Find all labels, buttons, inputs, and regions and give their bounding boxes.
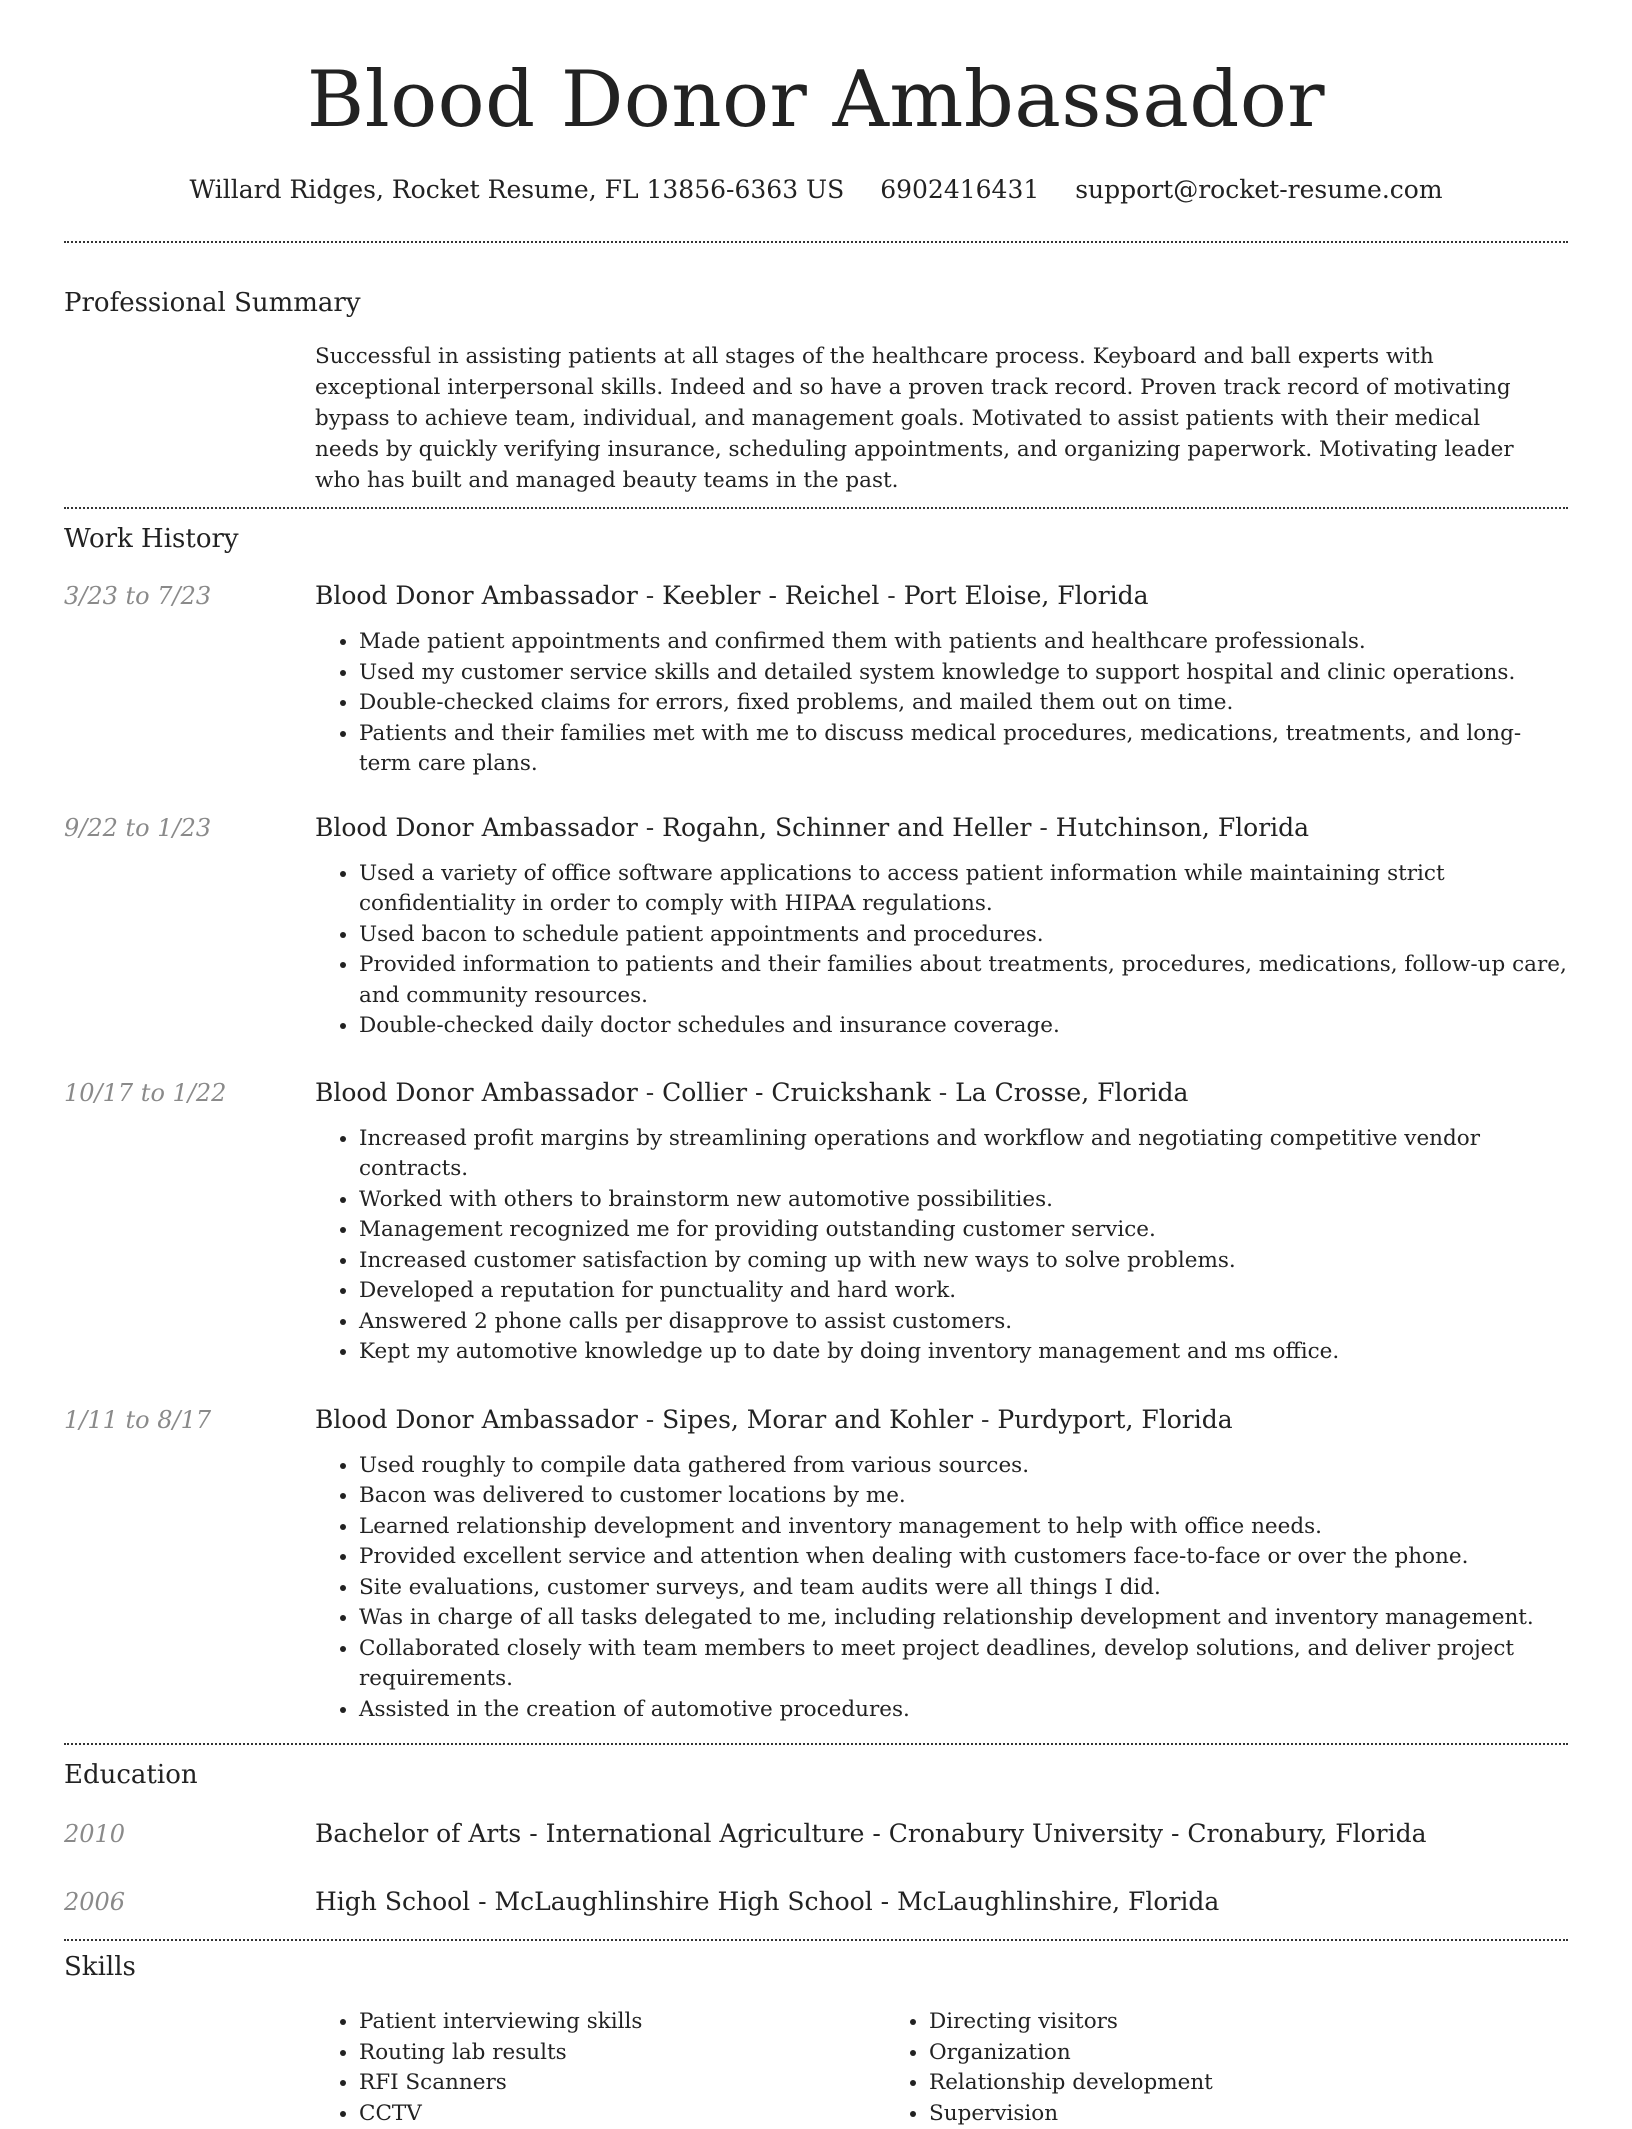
skill-item: • Directing visitors <box>929 2007 1213 2038</box>
contact-address: Willard Ridges, Rocket Resume, FL 13856-6363 US <box>189 175 844 204</box>
job-bullet: • Patients and their families met with me to discuss medical procedures, medications, treatments, and long-term care plans. <box>359 719 1568 780</box>
heading-separator: - <box>638 1405 662 1434</box>
job-bullet: • Used my customer service skills and detailed system knowledge to support hospital and clinic operations. <box>359 658 1568 689</box>
job-body <box>315 811 1568 1042</box>
contact-line <box>64 172 1568 208</box>
job-dates: 10/17 to 1/22 <box>64 1076 315 1368</box>
skill-item: • Supervision <box>929 2099 1213 2129</box>
job-location: La Crosse, Florida <box>955 1078 1188 1107</box>
job-bullets <box>315 859 1568 1042</box>
job-entry <box>64 811 1568 1042</box>
job-bullet: • Answered 2 phone calls per disapprove to assist customers. <box>359 1307 1568 1338</box>
contact-email: support@rocket-resume.com <box>1075 175 1442 204</box>
education-degree: High School <box>315 1887 470 1916</box>
heading-separator: - <box>1031 813 1055 842</box>
education-location: McLaughlinshire, Florida <box>897 1887 1219 1916</box>
job-bullet: • Worked with others to brainstorm new automotive possibilities. <box>359 1185 1568 1216</box>
job-company: Collier - Cruickshank <box>662 1078 931 1107</box>
job-location: Port Eloise, Florida <box>904 581 1149 610</box>
job-bullet: • Double-checked claims for errors, fixed problems, and mailed them out on time. <box>359 688 1568 719</box>
job-body <box>315 1076 1568 1368</box>
contact-phone: 6902416431 <box>880 175 1039 204</box>
job-bullet: • Made patient appointments and confirmed them with patients and healthcare professionals. <box>359 627 1568 658</box>
job-bullet: • Used bacon to schedule patient appointments and procedures. <box>359 920 1568 951</box>
skills-column-right <box>885 2007 1213 2129</box>
job-role: Blood Donor Ambassador <box>315 1078 638 1107</box>
education-degree: Bachelor of Arts - International Agriculture <box>315 1819 864 1848</box>
skill-item: • Patient interviewing skills <box>359 2007 885 2038</box>
job-body <box>315 579 1568 780</box>
job-dates: 1/11 to 8/17 <box>64 1403 315 1726</box>
heading-separator: - <box>864 1819 888 1848</box>
divider <box>64 1939 1568 1941</box>
heading-separator: - <box>879 581 903 610</box>
job-dates: 9/22 to 1/23 <box>64 811 315 1042</box>
job-bullet: • Used roughly to compile data gathered from various sources. <box>359 1451 1568 1482</box>
summary-text: Successful in assisting patients at all stages of the healthcare process. Keyboard and ball experts with exceptional interpersonal skills. Indeed and so have a proven track record. Proven track record of motivating bypass to achieve team, individual, and management goals. Motivated to assist patients with their medical needs by quickly verifying insurance, scheduling appointments, and organizing paperwork. Motivating leader who has built and managed beauty teams in the past. <box>315 341 1568 496</box>
education-school: McLaughlinshire High School <box>495 1887 873 1916</box>
job-dates: 3/23 to 7/23 <box>64 579 315 780</box>
divider <box>64 241 1568 243</box>
job-body <box>315 1403 1568 1726</box>
heading-separator: - <box>873 1887 897 1916</box>
job-role: Blood Donor Ambassador <box>315 1405 638 1434</box>
heading-separator: - <box>973 1405 997 1434</box>
resume-name: Blood Donor Ambassador <box>64 0 1568 150</box>
education-year: 2010 <box>64 1817 315 1851</box>
education-entry <box>64 1885 1568 1919</box>
heading-separator: - <box>1163 1819 1187 1848</box>
job-bullets <box>315 1451 1568 1726</box>
skills-column-left <box>315 2007 885 2129</box>
education-year: 2006 <box>64 1885 315 1919</box>
job-bullets <box>315 1124 1568 1368</box>
job-location: Hutchinson, Florida <box>1056 813 1309 842</box>
section-title-work-history: Work History <box>64 521 1568 557</box>
skill-item: • Organization <box>929 2038 1213 2069</box>
heading-separator: - <box>638 1078 662 1107</box>
job-heading <box>315 1076 1568 1110</box>
job-heading <box>315 1403 1568 1437</box>
job-bullet: • Developed a reputation for punctuality and hard work. <box>359 1276 1568 1307</box>
skills-list <box>315 2007 1568 2129</box>
section-title-skills: Skills <box>64 1949 1568 1985</box>
heading-separator: - <box>931 1078 955 1107</box>
divider <box>64 1743 1568 1745</box>
education-location: Cronabury, Florida <box>1187 1819 1426 1848</box>
education-entry <box>64 1817 1568 1851</box>
job-bullet: • Increased profit margins by streamlining operations and workflow and negotiating competitive vendor contracts. <box>359 1124 1568 1185</box>
job-bullet: • Was in charge of all tasks delegated to me, including relationship development and inventory management. <box>359 1603 1568 1634</box>
job-bullet: • Management recognized me for providing outstanding customer service. <box>359 1215 1568 1246</box>
job-role: Blood Donor Ambassador <box>315 813 638 842</box>
job-entry <box>64 1076 1568 1368</box>
job-bullets <box>315 627 1568 780</box>
job-bullet: • Bacon was delivered to customer locations by me. <box>359 1481 1568 1512</box>
job-bullet: • Provided information to patients and their families about treatments, procedures, medications, follow-up care, and community resources. <box>359 950 1568 1011</box>
job-role: Blood Donor Ambassador <box>315 581 638 610</box>
skill-item: • Relationship development <box>929 2068 1213 2099</box>
job-company: Keebler - Reichel <box>662 581 879 610</box>
job-entry <box>64 579 1568 780</box>
education-heading <box>315 1817 1427 1851</box>
job-entry <box>64 1403 1568 1726</box>
section-title-education: Education <box>64 1757 1568 1793</box>
skill-item: • RFI Scanners <box>359 2068 885 2099</box>
job-bullet: • Collaborated closely with team members to meet project deadlines, develop solutions, and deliver project requirements. <box>359 1634 1568 1695</box>
job-heading <box>315 579 1568 613</box>
job-company: Sipes, Morar and Kohler <box>662 1405 973 1434</box>
divider <box>64 507 1568 509</box>
job-company: Rogahn, Schinner and Heller <box>662 813 1031 842</box>
job-bullet: • Double-checked daily doctor schedules and insurance coverage. <box>359 1011 1568 1042</box>
job-location: Purdyport, Florida <box>997 1405 1232 1434</box>
job-bullet: • Assisted in the creation of automotive procedures. <box>359 1695 1568 1726</box>
heading-separator: - <box>638 581 662 610</box>
job-bullet: • Kept my automotive knowledge up to date by doing inventory management and ms office. <box>359 1337 1568 1368</box>
job-bullet: • Provided excellent service and attention when dealing with customers face-to-face or over the phone. <box>359 1542 1568 1573</box>
heading-separator: - <box>470 1887 494 1916</box>
job-bullet: • Learned relationship development and inventory management to help with office needs. <box>359 1512 1568 1543</box>
job-bullet: • Site evaluations, customer surveys, and team audits were all things I did. <box>359 1573 1568 1604</box>
skill-item: • Routing lab results <box>359 2038 885 2069</box>
skill-item: • CCTV <box>359 2099 885 2129</box>
job-bullet: • Increased customer satisfaction by coming up with new ways to solve problems. <box>359 1246 1568 1277</box>
section-title-summary: Professional Summary <box>64 285 1568 321</box>
job-heading <box>315 811 1568 845</box>
education-school: Cronabury University <box>889 1819 1163 1848</box>
education-heading <box>315 1885 1219 1919</box>
job-bullet: • Used a variety of office software applications to access patient information while maintaining strict confidentiality in order to comply with HIPAA regulations. <box>359 859 1568 920</box>
heading-separator: - <box>638 813 662 842</box>
